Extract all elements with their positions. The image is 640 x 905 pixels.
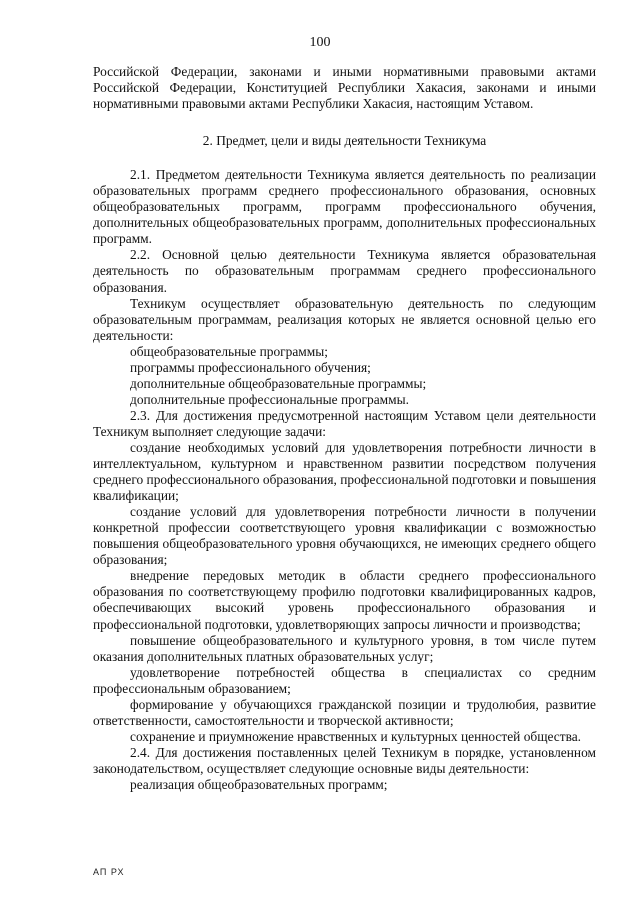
task-item: внедрение передовых методик в области среднего профессионального образования по соответствующему профилю подготовки квалифицированных кадров, обеспечивающих высокий уровень профессионального образования и профессиональной подготовки, удовлетворяющих запросы личности и производства;	[93, 568, 596, 632]
task-item: сохранение и приумножение нравственных и культурных ценностей общества.	[130, 728, 582, 744]
list-item: дополнительные общеобразовательные программы;	[130, 375, 427, 391]
task-item: создание необходимых условий для удовлетворения потребности личности в интеллектуальном, культурном и нравственном развитии посредством получения среднего профессионального образования, профессиональной подготовки и повышения квалификации;	[93, 439, 596, 504]
section-heading: 2. Предмет, цели и виды деятельности Техникума	[202, 133, 487, 149]
paragraph-2-3: 2.3. Для достижения предусмотренной настоящим Уставом цели деятельности Техникум выполняет следующие задачи:	[93, 407, 596, 439]
paragraph-programs-intro: Техникум осуществляет образовательную деятельность по следующим образовательным программам, реализация которых не является основной целью его деятельности:	[93, 295, 596, 343]
list-item: общеобразовательные программы;	[130, 343, 328, 359]
task-item: формирование у обучающихся гражданской позиции и трудолюбия, развитие ответственности, самостоятельности и творческой активности;	[93, 696, 596, 728]
paragraph-2-4: 2.4. Для достижения поставленных целей Техникум в порядке, установленном законодательством, осуществляет следующие основные виды деятельности:	[93, 744, 596, 776]
document-body	[93, 64, 596, 793]
task-item: повышение общеобразовательного и культурного уровня, в том числе путем оказания дополнительных платных образовательных услуг;	[93, 632, 596, 664]
page-number: 100	[309, 35, 331, 50]
list-item: дополнительные профессиональные программы.	[130, 391, 409, 407]
paragraph-2-2: 2.2. Основной целью деятельности Техникума является образовательная деятельность по образовательным программам среднего профессионального образования.	[93, 247, 596, 295]
task-item: создание условий для удовлетворения потребности личности в получении конкретной профессии соответствующего уровня квалификации с возможностью повышения общеобразовательного уровня обучающихся, не имеющих среднего общего образования;	[93, 504, 596, 568]
task-item: удовлетворение потребностей общества в специалистах со средним профессиональным образованием;	[93, 664, 596, 696]
list-item: программы профессионального обучения;	[130, 359, 371, 375]
intro-paragraph: Российской Федерации, законами и иными нормативными правовыми актами Российской Федерации, Конституцией Республики Хакасия, законами и иными нормативными правовыми актами Республики Хакасия, настоящим Уставом.	[93, 64, 596, 112]
paragraph-2-1: 2.1. Предметом деятельности Техникума является деятельность по реализации образовательных программ среднего профессионального образования, основных общеобразовательных программ, программ профессионального обучения, дополнительных общеобразовательных программ, дополнительных профессиональных программ.	[93, 167, 596, 247]
footer-stamp: АП РХ	[93, 867, 125, 877]
activity-item: реализация общеобразовательных программ;	[130, 776, 388, 792]
